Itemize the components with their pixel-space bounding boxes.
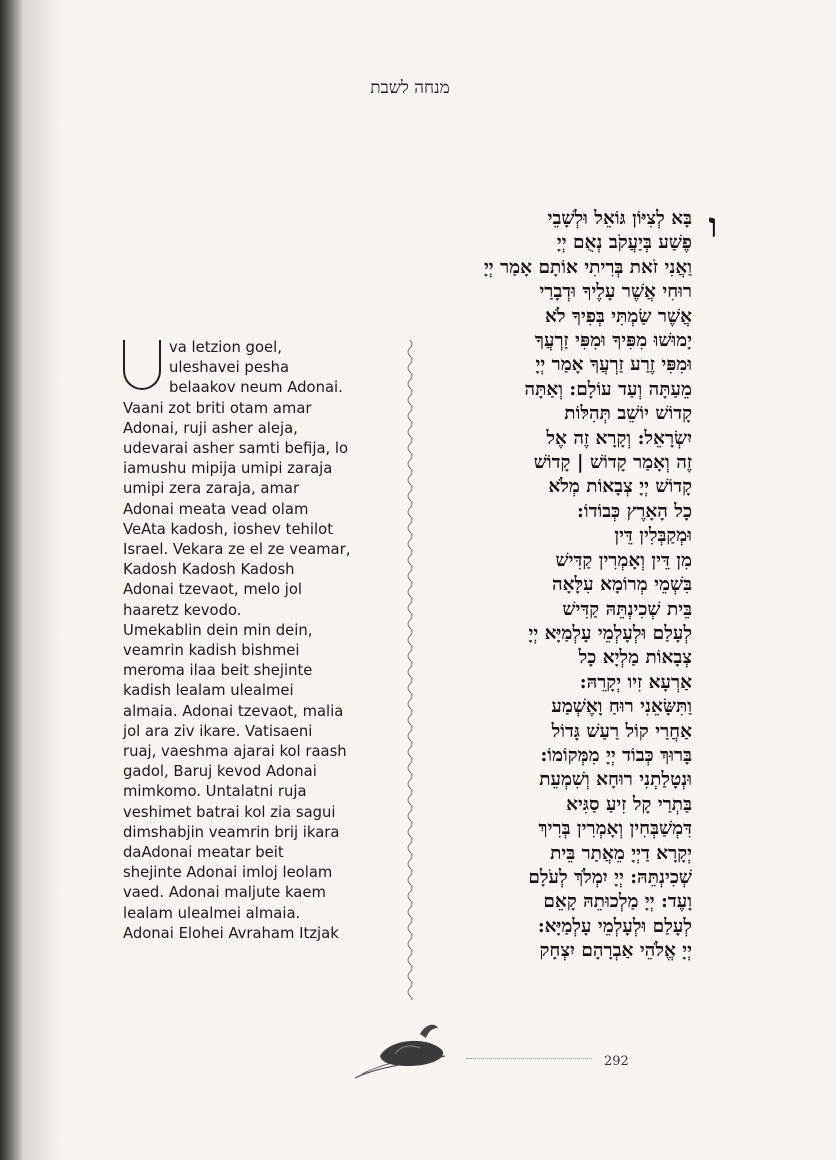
transliteration-line: uleshavei pesha — [169, 359, 290, 377]
hebrew-line: בָּרוּךְ כְּבוֹד יְיָ מִמְּקוֹמוֹ: — [540, 744, 692, 766]
hebrew-line: דִּמְשַׁבְּחִין וְאָמְרִין בְּרִיךְ — [538, 818, 692, 840]
transliteration-line: Adonai meata vead olam — [123, 500, 309, 518]
transliteration-line: Umekablin dein min dein, — [123, 621, 313, 639]
transliteration-line: jol ara ziv ikare. Vatisaeni — [123, 722, 313, 740]
hebrew-line: וַתִּשָּׂאֵנִי רוּחַ וָאֶשְׁמַע — [551, 696, 692, 718]
wavy-divider — [404, 340, 416, 1000]
transliteration-line: Vaani zot briti otam amar — [123, 399, 312, 417]
transliteration-line: Kadosh Kadosh Kadosh — [123, 561, 295, 579]
hebrew-line: מִן דֵּין וְאָמְרִין קַדִּישׁ — [555, 549, 692, 571]
hebrew-line: מֵעַתָּה וְעַד עוֹלָם: וְאַתָּה — [524, 378, 692, 400]
hebrew-line: יָמוּשׁוּ מִפִּיךָ וּמִפִּי זַרְעֲךָ — [534, 330, 692, 352]
hebrew-line: אַרְעָא זִיו יְקָרֵהּ: — [579, 671, 692, 693]
transliteration-line: ruaj, vaeshma ajarai kol raash — [123, 743, 347, 761]
hebrew-line: זֶה וְאָמַר קָדוֹשׁ | קָדוֹשׁ — [533, 452, 692, 474]
pomegranate-ornament-icon — [350, 1016, 470, 1086]
transliteration-line: Adonai tzevaot, melo jol — [123, 581, 302, 599]
hebrew-line: קָדוֹשׁ יְיָ צְבָאוֹת מְלֹא — [548, 476, 692, 498]
transliteration-line: Adonai, ruji asher aleja, — [123, 419, 298, 437]
hebrew-line: בֵּית שְׁכִינְתֵּהּ קַדִּישׁ — [562, 598, 692, 620]
hebrew-line: וָעֶד: יְיָ מַלְכוּתֵהּ קָאֵם — [543, 891, 692, 913]
hebrew-line: אֲשֶׁר שַׂמְתִּי בְּפִיךָ לֹא — [544, 305, 692, 327]
transliteration-line: veshimet batrai kol zia sagui — [123, 803, 336, 821]
transliteration-line: Adonai Elohei Avraham Itzjak — [123, 924, 339, 942]
page-edge-shade — [22, 0, 62, 1160]
transliteration-line: almaia. Adonai tzevaot, malia — [123, 702, 344, 720]
transliteration-line: mimkomo. Untalatni ruja — [123, 783, 307, 801]
hebrew-text-column — [470, 207, 692, 964]
hebrew-line: פֶשַׁע בְּיַעֲקֹב נְאֻם יְיָ — [556, 232, 692, 254]
hebrew-line: רוּחִי אֲשֶׁר עָלֶיךָ וּדְבָרַי — [539, 281, 692, 303]
transliteration-line: haaretz kevodo. — [123, 601, 242, 619]
section-mark: ו — [708, 206, 718, 246]
transliteration-line: meroma ilaa beit shejinte — [123, 662, 313, 680]
hebrew-line: כָל הָאָרֶץ כְּבוֹדוֹ: — [577, 500, 692, 522]
hebrew-line: בִּשְׁמֵי מְרוֹמָא עִלָּאָה — [552, 574, 692, 596]
transliteration-line: belaakov neum Adonai. — [169, 379, 343, 397]
hebrew-line: וַאֲנִי זֹאת בְּרִיתִי אוֹתָם אָמַר יְיָ — [483, 256, 692, 278]
transliteration-line: udevarai asher samti befija, lo — [123, 440, 349, 458]
hebrew-line: וּמְקַבְּלִין דֵּין — [614, 525, 692, 547]
hebrew-line: וּמִפִּי זֶרַע זַרְעֲךָ אָמַר יְיָ — [535, 354, 692, 376]
transliteration-line: gadol, Baruj kevod Adonai — [123, 763, 317, 781]
transliteration-line: dimshabjin veamrin brij ikara — [123, 823, 340, 841]
hebrew-line: קָדוֹשׁ יוֹשֵׁב תְּהִלּוֹת — [564, 403, 692, 425]
transliteration-line: daAdonai meatar beit — [123, 844, 284, 862]
transliteration-line: vaed. Adonai maljute kaem — [123, 884, 326, 902]
hebrew-line: יִשְׂרָאֵל: וְקָרָא זֶה אֶל — [546, 427, 692, 449]
hebrew-line: שְׁכִינְתֵּהּ: יְיָ יִמְלֹךְ לְעֹלָם — [528, 866, 692, 888]
hebrew-line: אַחֲרַי קוֹל רַעַשׁ גָּדוֹל — [551, 720, 692, 742]
hebrew-line: בַּתְרַי קָל זִיעַ סַגִּיא — [566, 793, 692, 815]
transliteration-line: umipi zera zaraja, amar — [123, 480, 300, 498]
transliteration-line: lealam ulealmei almaia. — [123, 904, 301, 922]
hebrew-line: וּנְטָלַתְנִי רוּחָא וְשִׁמְעֵת — [539, 769, 692, 791]
page-number: 292 — [604, 1054, 629, 1069]
book-gutter-shadow — [0, 0, 22, 1160]
transliteration-line: iamushu mipija umipi zaraja — [123, 460, 333, 478]
hebrew-line: בָּא לְצִיּוֹן גּוֹאֵל וּלְשָׁבֵי — [547, 208, 692, 229]
hebrew-line: לְעָלַם וּלְעָלְמֵי עָלְמַיָּא יְיָ — [528, 622, 692, 644]
dropcap-u-icon — [123, 340, 161, 390]
transliteration-line: va letzion goel, — [169, 339, 282, 356]
transliteration-line: Israel. Vekara ze el ze veamar, — [123, 541, 351, 559]
hebrew-line: יְקָרָא דַיְיָ מֵאֲתַר בֵּית — [550, 842, 692, 864]
footer-rule — [466, 1058, 592, 1059]
running-head: מנחה לשבת — [370, 78, 450, 98]
transliteration-line: shejinte Adonai imloj leolam — [123, 864, 333, 882]
transliteration-column — [123, 338, 375, 944]
hebrew-line: יְיָ אֱלֹהֵי אַבְרָהָם יִצְחָק — [539, 940, 692, 962]
transliteration-line: veamrin kadish bishmei — [123, 642, 300, 660]
transliteration-line: kadish lealam ulealmei — [123, 682, 294, 700]
hebrew-line: צְבָאוֹת מַלְיָא כָל — [578, 647, 692, 669]
transliteration-line: VeAta kadosh, ioshev tehilot — [123, 520, 334, 538]
hebrew-line: לְעָלַם וּלְעָלְמֵי עָלְמַיָּא: — [537, 915, 692, 937]
